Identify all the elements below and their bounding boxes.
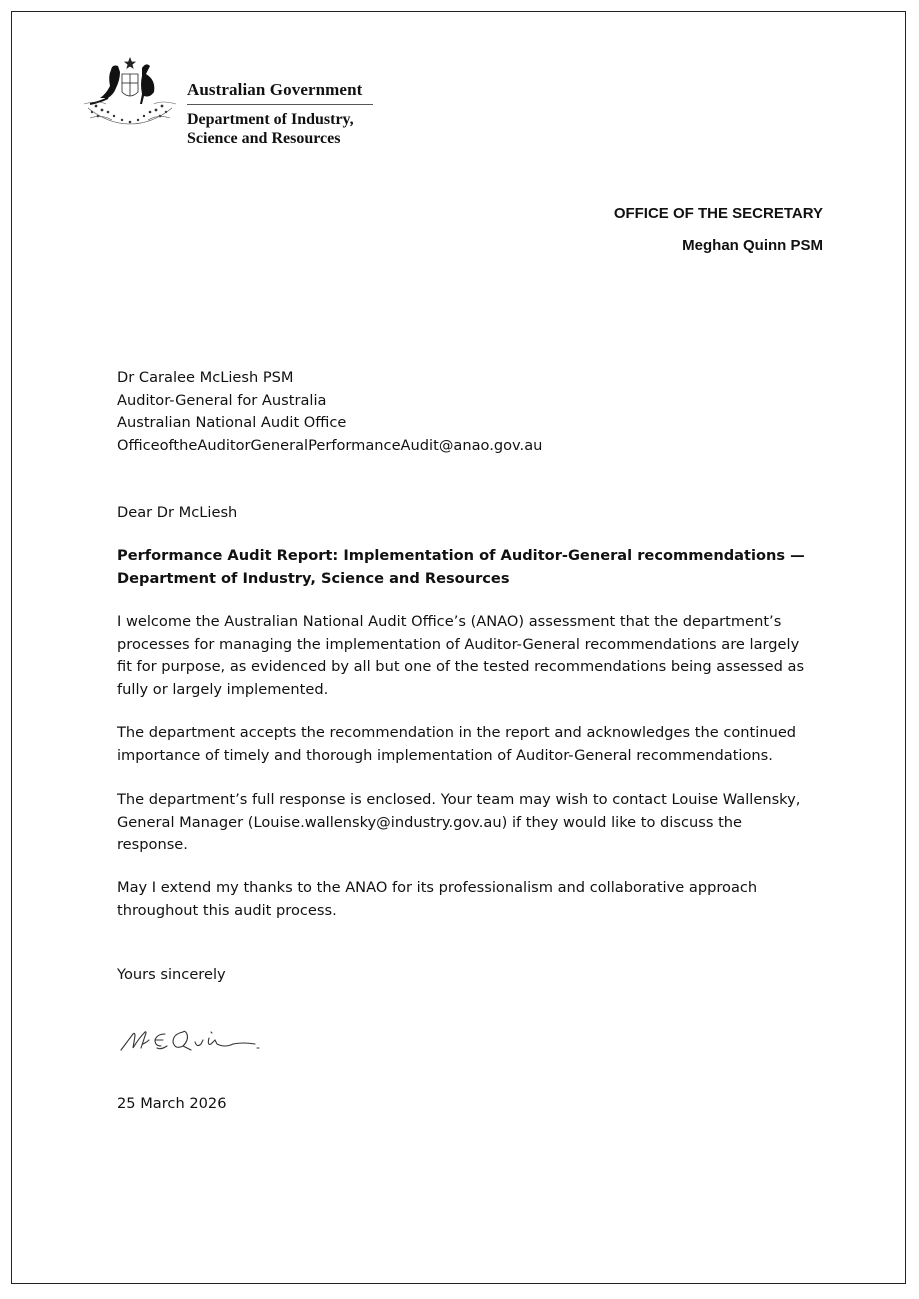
paragraph-1 (117, 611, 817, 701)
recipient-organisation: Australian National Audit Office (117, 414, 347, 431)
coat-of-arms-logo (78, 54, 186, 134)
paragraph-line: processes for managing the implementation of Auditor-General recommendations are largely (117, 635, 800, 653)
paragraph-line: response. (117, 836, 188, 853)
letter-date: 25 March 2026 (117, 1095, 227, 1112)
paragraph-line: May I extend my thanks to the ANAO for its professionalism and collaborative approach (117, 879, 758, 896)
recipient-name: Dr Caralee McLiesh PSM (117, 369, 294, 386)
recipient-email: OfficeoftheAuditorGeneralPerformanceAudit@anao.gov.au (117, 436, 543, 454)
paragraph-line: importance of timely and thorough implementation of Auditor-General recommendations. (117, 746, 773, 764)
paragraph-line: fit for purpose, as evidenced by all but one of the tested recommendations being assessed as (117, 658, 805, 675)
paragraph-4 (117, 877, 817, 922)
handwritten-signature (117, 1020, 277, 1060)
subject-line (117, 545, 817, 590)
government-name: Australian Government (187, 80, 363, 99)
paragraph-3 (117, 789, 817, 857)
department-name-line2: Science and Resources (187, 130, 341, 147)
recipient-address (117, 367, 817, 457)
recipient-role: Auditor-General for Australia (117, 391, 327, 409)
letterhead-divider (187, 104, 373, 105)
office-title: OFFICE OF THE SECRETARY (613, 205, 823, 222)
office-holder-name: Meghan Quinn PSM (682, 237, 823, 254)
subject-line-1: Performance Audit Report: Implementation of Auditor-General recommendations — (117, 547, 805, 564)
paragraph-line: throughout this audit process. (117, 901, 337, 919)
salutation: Dear Dr McLiesh (117, 504, 238, 521)
subject-line-2: Department of Industry, Science and Resources (117, 569, 510, 587)
department-name-line1: Department of Industry, (187, 111, 354, 128)
letterhead (187, 80, 373, 148)
paragraph-line: I welcome the Australian National Audit Office’s (ANAO) assessment that the department’s (117, 613, 782, 630)
paragraph-line: fully or largely implemented. (117, 680, 329, 698)
paragraph-line: The department accepts the recommendation in the report and acknowledges the continued (117, 724, 797, 741)
paragraph-line: General Manager (Louise.wallensky@industry.gov.au) if they would like to discuss the (117, 813, 743, 831)
office-block (614, 198, 823, 262)
paragraph-2 (117, 722, 817, 767)
closing: Yours sincerely (117, 966, 226, 983)
paragraph-line: The department’s full response is enclosed. Your team may wish to contact Louise Wallensky, (117, 791, 801, 808)
